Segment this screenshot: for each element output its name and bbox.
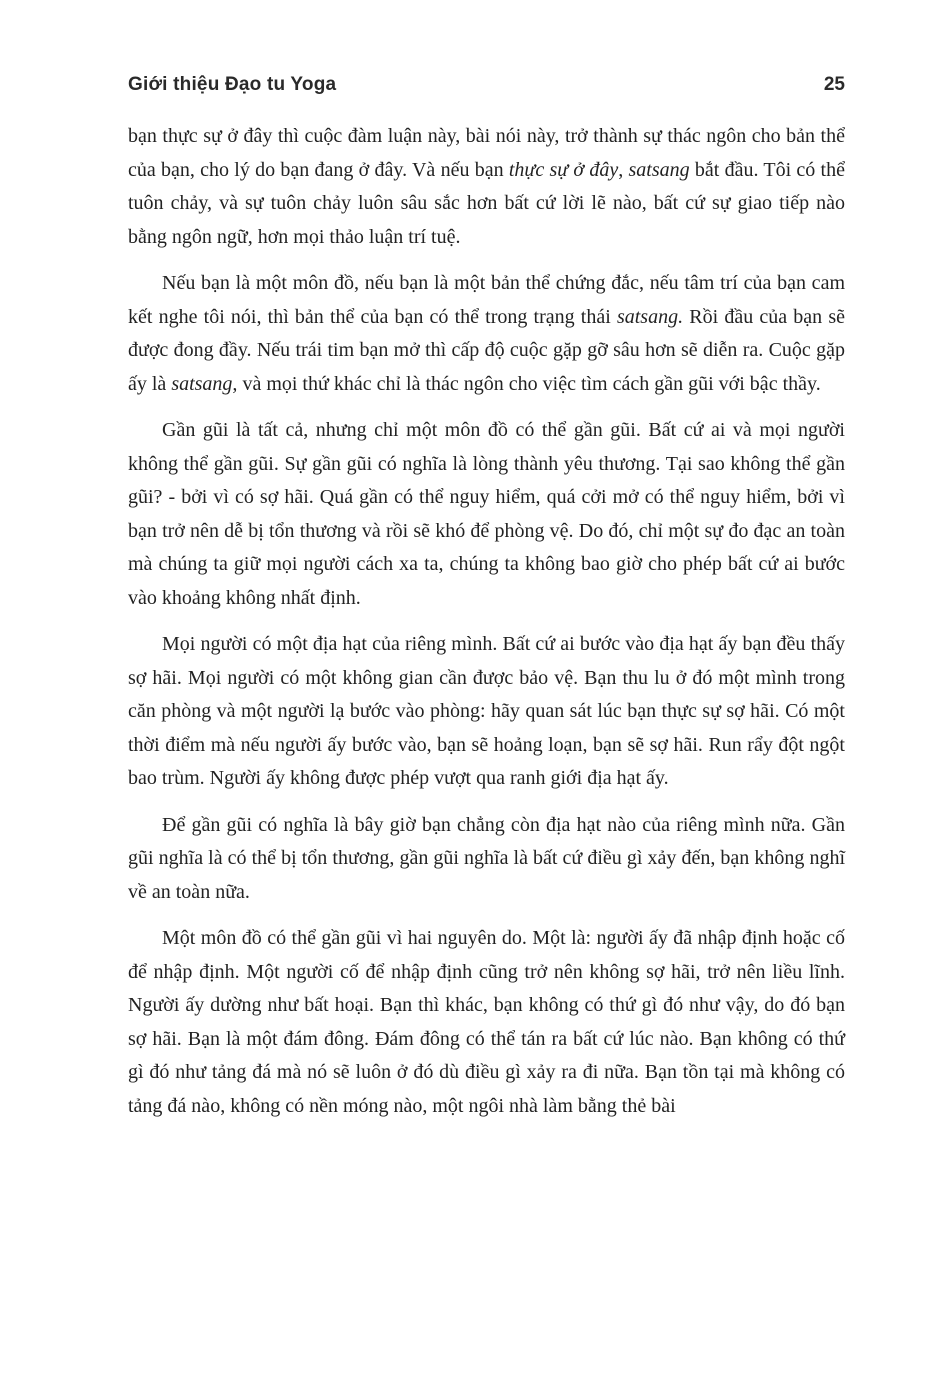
text-segment: bắt đầu. Tôi có thể tuôn chảy, và sự tuôn chảy luôn sâu sắc hơn bất cứ lời lẽ nào, bất cứ sự giao tiếp nào bằng ngôn ngữ, hơn mọi thảo luận trí tuệ. (128, 158, 845, 248)
text-body (128, 120, 845, 1123)
page-header (128, 74, 845, 96)
running-head-title: Giới thiệu Đạo tu Yoga (128, 74, 337, 95)
paragraph (128, 809, 845, 910)
italic-text-segment: satsang. (616, 305, 684, 328)
text-segment: Mọi người có một địa hạt của riêng mình. Bất cứ ai bước vào địa hạt ấy bạn đều thấy sợ hãi. Mọi người có một không gian cần được bảo vệ. Bạn thu lu ở đó một mình trong căn phòng và một người lạ bước vào phòng: hãy quan sát lúc bạn thực sự sợ hãi. Có một thời điểm mà nếu người ấy bước vào, bạn sẽ hoảng loạn, bạn sẽ sợ hãi. Run rẩy đột ngột bao trùm. Người ấy không được phép vượt qua ranh giới địa hạt ấy. (128, 633, 845, 789)
paragraph (128, 414, 845, 615)
text-segment: Để gần gũi có nghĩa là bây giờ bạn chẳng còn địa hạt nào của riêng mình nữa. Gần gũi nghĩa là có thể bị tổn thương, gần gũi nghĩa là bất cứ điều gì xảy đến, bạn không nghĩ về an toàn nữa. (128, 813, 845, 903)
italic-text-segment: satsang, (171, 372, 238, 395)
text-segment: Rồi đầu của bạn sẽ được đong đầy. Nếu trái tim bạn mở thì cấp độ cuộc gặp gỡ sâu hơn sẽ diễn ra. Cuộc gặp ấy là (128, 305, 845, 395)
italic-text-segment: thực sự ở đây (508, 158, 619, 181)
paragraph (128, 120, 845, 254)
text-segment: bạn thực sự ở đây thì cuộc đàm luận này, bài nói này, trở thành sự thác ngôn cho bản thể của bạn, cho lý do bạn đang ở đây. Và nếu bạn (128, 125, 845, 181)
text-segment: Một môn đồ có thể gần gũi vì hai nguyên do. Một là: người ấy đã nhập định hoặc cố để nhập định. Một người cố để nhập định cũng trở nên không sợ hãi, trở nên liều lĩnh. Người ấy dường như bất hoại. Bạn thì khác, bạn không có thứ gì đó như vậy, do đó bạn sợ hãi. Bạn là một đám đông. Đám đông có thể tán ra bất cứ lúc nào. Bạn không có thứ gì đó như tảng đá mà nó sẽ luôn ở đó dù điều gì xảy ra đi nữa. Bạn tồn tại mà không có tảng đá nào, không có nền móng nào, một ngôi nhà làm bằng thẻ bài (128, 927, 845, 1117)
text-segment: và mọi thứ khác chỉ là thác ngôn cho việc tìm cách gần gũi với bậc thầy. (237, 372, 821, 395)
page-number: 25 (823, 74, 845, 95)
paragraph (128, 628, 845, 796)
paragraph (128, 922, 845, 1123)
text-segment: , (618, 158, 629, 181)
text-segment: Gần gũi là tất cả, nhưng chỉ một môn đồ có thể gần gũi. Bất cứ ai và mọi người không thể gần gũi. Sự gần gũi có nghĩa là lòng thành yêu thương. Tại sao không thể gần gũi? - bởi vì có sợ hãi. Quá gần có thể nguy hiểm, quá cởi mở có thể nguy hiểm, bởi vì bạn trở nên dễ bị tổn thương và rồi sẽ khó để phòng vệ. Do đó, chỉ một sự đo đạc an toàn mà chúng ta giữ mọi người cách xa ta, chúng ta không bao giờ cho phép bất cứ ai bước vào khoảng không nhất định. (128, 419, 845, 609)
italic-text-segment: satsang (628, 158, 690, 181)
text-segment: Nếu bạn là một môn đồ, nếu bạn là một bản thể chứng đắc, nếu tâm trí của bạn cam kết nghe tôi nói, thì bản thể của bạn có thể trong trạng thái (128, 272, 845, 328)
paragraph (128, 267, 845, 401)
